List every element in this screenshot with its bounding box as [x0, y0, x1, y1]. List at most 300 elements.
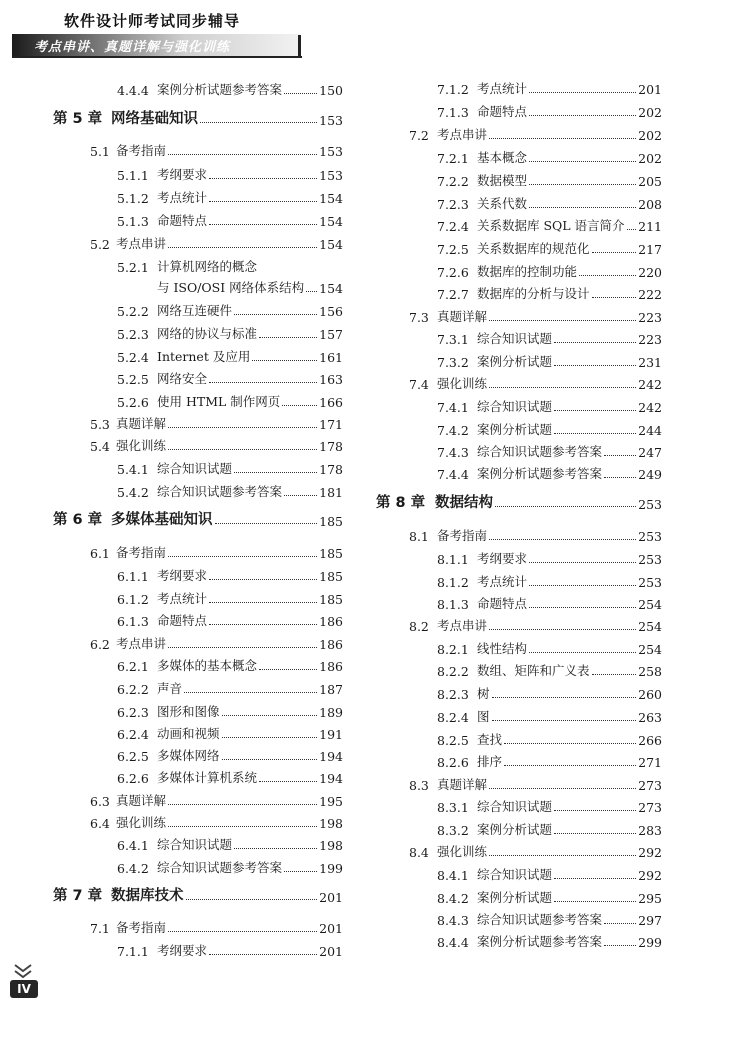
toc-entry-page: 208	[638, 197, 662, 212]
toc-entry-page: 244	[638, 423, 662, 438]
toc-entry-page: 258	[638, 664, 662, 679]
toc-entry-title: 线性结构	[477, 641, 528, 656]
toc-entry	[437, 795, 662, 815]
toc-leader-dots	[554, 433, 636, 434]
toc-entry-page: 199	[319, 861, 343, 876]
toc-leader-dots	[604, 477, 636, 478]
toc-entry-title: 图	[477, 709, 490, 724]
toc-entry-title: 案例分析试题参考答案	[157, 82, 283, 97]
toc-leader-dots	[168, 247, 317, 248]
toc-entry	[409, 524, 662, 544]
toc-entry	[437, 750, 662, 770]
toc-leader-dots	[209, 624, 317, 625]
toc-entry-page: 253	[638, 552, 662, 567]
toc-entry-title: 数组、矩阵和广义表	[477, 663, 590, 678]
toc-entry-title: 考点串讲	[437, 127, 488, 142]
toc-chapter-entry	[376, 488, 662, 512]
toc-entry-page: 202	[638, 151, 662, 166]
toc-entry	[90, 811, 343, 831]
toc-entry-title: Internet 及应用	[157, 349, 251, 364]
toc-entry	[117, 209, 343, 229]
toc-entry-number: 8.4.3	[437, 913, 469, 928]
toc-entry-page: 297	[638, 913, 662, 928]
toc-entry	[117, 587, 343, 607]
toc-entry-page: 201	[638, 82, 662, 97]
toc-leader-dots	[489, 320, 636, 321]
toc-leader-dots	[168, 449, 317, 450]
toc-entry-number: 6.2.3	[117, 705, 149, 720]
toc-entry-number: 8.2.4	[437, 710, 469, 725]
toc-entry-title: 综合知识试题参考答案	[157, 484, 283, 499]
toc-leader-dots	[222, 759, 318, 760]
toc-entry-title: 综合知识试题	[477, 799, 553, 814]
toc-leader-dots	[492, 720, 637, 721]
toc-entry-title: 动画和视频	[157, 726, 220, 741]
toc-leader-dots	[554, 365, 636, 366]
toc-entry-title: 树	[477, 686, 490, 701]
toc-entry-page: 205	[638, 174, 662, 189]
toc-leader-dots	[168, 826, 317, 827]
toc-entry-page: 157	[319, 327, 343, 342]
toc-entry-title: 综合知识试题	[477, 399, 553, 414]
toc-entry	[437, 462, 662, 482]
toc-entry-number: 8.1.2	[437, 575, 469, 590]
toc-entry-title: 关系数据库 SQL 语言简介	[477, 218, 625, 233]
toc-entry-page: 202	[638, 128, 662, 143]
toc-entry-title: 案例分析试题参考答案	[477, 466, 603, 481]
toc-entry-title: 强化训练	[437, 844, 488, 859]
toc-entry-page: 202	[638, 105, 662, 120]
toc-entry-number: 8.4.2	[437, 891, 469, 906]
toc-entry-page: 223	[638, 310, 662, 325]
toc-leader-dots	[495, 506, 636, 507]
toc-entry-title: 真题详解	[116, 416, 167, 431]
toc-entry-page: 185	[319, 569, 343, 584]
toc-entry	[409, 773, 662, 793]
toc-entry-number: 7.2.2	[437, 174, 469, 189]
toc-entry-title: 多媒体基础知识	[111, 512, 213, 528]
toc-entry-page: 242	[638, 400, 662, 415]
toc-entry-page: 178	[319, 439, 343, 454]
toc-entry-page: 295	[638, 891, 662, 906]
toc-entry-title: 综合知识试题	[157, 837, 233, 852]
toc-entry-number: 5.1.3	[117, 214, 149, 229]
page-number-badge: IV	[10, 980, 38, 998]
toc-entry	[437, 350, 662, 370]
toc-entry-page: 201	[319, 944, 343, 959]
toc-entry	[117, 480, 343, 500]
toc-entry-number: 第 8 章	[376, 495, 426, 511]
toc-leader-dots	[579, 275, 636, 276]
toc-entry	[117, 390, 343, 410]
toc-leader-dots	[186, 899, 318, 900]
toc-entry-number: 6.4.1	[117, 838, 149, 853]
toc-leader-dots	[184, 692, 317, 693]
toc-leader-dots	[209, 954, 317, 955]
toc-entry-number: 7.1.1	[117, 944, 149, 959]
toc-leader-dots	[209, 382, 317, 383]
toc-entry	[117, 78, 343, 98]
toc-entry-title: 多媒体计算机系统	[157, 770, 258, 785]
toc-leader-dots	[554, 878, 636, 879]
toc-entry-number: 8.2.5	[437, 733, 469, 748]
toc-entry-title: 排序	[477, 754, 503, 769]
toc-leader-dots	[259, 669, 317, 670]
toc-entry	[437, 100, 662, 120]
toc-entry	[117, 654, 343, 674]
toc-entry-number: 6.4.2	[117, 861, 149, 876]
toc-leader-dots	[489, 788, 636, 789]
toc-entry-title: 考点统计	[477, 574, 528, 589]
toc-entry-page: 292	[638, 868, 662, 883]
toc-entry	[157, 276, 343, 296]
toc-entry-title: 综合知识试题参考答案	[477, 444, 603, 459]
toc-entry-page: 247	[638, 445, 662, 460]
subtitle-band	[12, 34, 300, 58]
toc-entry	[117, 700, 343, 720]
toc-entry-number: 8.1.3	[437, 597, 469, 612]
toc-entry-page: 217	[638, 242, 662, 257]
toc-leader-dots	[168, 556, 317, 557]
toc-entry-page: 249	[638, 467, 662, 482]
toc-entry-page: 166	[319, 395, 343, 410]
toc-entry	[409, 614, 662, 634]
toc-entry-number: 6.2.5	[117, 749, 149, 764]
toc-entry	[117, 609, 343, 629]
toc-entry-title: 基本概念	[477, 150, 528, 165]
toc-leader-dots	[504, 765, 636, 766]
toc-entry-page: 222	[638, 287, 662, 302]
toc-entry-number: 7.2	[409, 128, 429, 143]
toc-entry-title: 备考指南	[116, 143, 167, 158]
toc-entry-page: 194	[319, 749, 343, 764]
toc-entry-page: 231	[638, 355, 662, 370]
toc-entry-number: 8.2.2	[437, 664, 469, 679]
toc-entry	[117, 744, 343, 764]
toc-entry-number: 5.2.3	[117, 327, 149, 342]
toc-entry-page: 185	[319, 546, 343, 561]
toc-entry-title: 考纲要求	[477, 551, 528, 566]
toc-entry	[437, 930, 662, 950]
toc-entry	[409, 123, 662, 143]
toc-entry-title: 数据模型	[477, 173, 528, 188]
toc-entry-number: 6.2.6	[117, 771, 149, 786]
toc-leader-dots	[604, 945, 636, 946]
toc-entry-title: 综合知识试题	[477, 331, 553, 346]
toc-entry	[437, 192, 662, 212]
toc-entry-number: 5.1.2	[117, 191, 149, 206]
toc-entry-page: 273	[638, 778, 662, 793]
toc-chapter-entry	[53, 505, 343, 529]
toc-entry-title: 数据结构	[435, 495, 493, 511]
toc-entry-number: 6.2.4	[117, 727, 149, 742]
toc-leader-dots	[252, 360, 317, 361]
toc-entry-number: 8.4	[409, 845, 429, 860]
toc-entry-number: 7.3.2	[437, 355, 469, 370]
toc-entry	[117, 186, 343, 206]
toc-entry	[437, 728, 662, 748]
toc-leader-dots	[489, 629, 636, 630]
toc-entry-title: 备考指南	[116, 920, 167, 935]
toc-leader-dots	[209, 201, 317, 202]
toc-leader-dots	[489, 539, 636, 540]
subtitle-band-underline	[12, 56, 302, 58]
toc-entry-number: 8.2.3	[437, 687, 469, 702]
toc-entry-number: 第 7 章	[53, 888, 103, 904]
toc-leader-dots	[489, 387, 636, 388]
toc-entry-number: 8.3.2	[437, 823, 469, 838]
toc-entry-number: 8.3	[409, 778, 429, 793]
toc-entry-title: 案例分析试题	[477, 354, 553, 369]
toc-entry-number: 7.4.4	[437, 467, 469, 482]
toc-entry	[117, 833, 343, 853]
toc-entry	[117, 367, 343, 387]
toc-entry-title: 案例分析试题	[477, 822, 553, 837]
toc-entry-page: 156	[319, 304, 343, 319]
toc-entry-title: 真题详解	[437, 777, 488, 792]
toc-entry-page: 273	[638, 800, 662, 815]
toc-entry-number: 5.1.1	[117, 168, 149, 183]
toc-entry-number: 7.2.7	[437, 287, 469, 302]
toc-leader-dots	[215, 523, 318, 524]
toc-leader-dots	[168, 154, 317, 155]
toc-leader-dots	[529, 207, 636, 208]
toc-entry-title: 图形和图像	[157, 704, 220, 719]
toc-entry-title: 综合知识试题	[157, 461, 233, 476]
toc-entry	[437, 214, 662, 234]
toc-leader-dots	[489, 855, 636, 856]
toc-entry-title: 考点统计	[477, 81, 528, 96]
toc-entry-number: 7.4.3	[437, 445, 469, 460]
toc-leader-dots	[282, 405, 317, 406]
toc-entry-title: 网络的协议与标准	[157, 326, 258, 341]
toc-entry-number: 8.2.6	[437, 755, 469, 770]
toc-entry-number: 7.4.2	[437, 423, 469, 438]
toc-entry-page: 223	[638, 332, 662, 347]
toc-entry-number: 6.1.3	[117, 614, 149, 629]
toc-entry-page: 211	[638, 219, 662, 234]
toc-entry	[437, 863, 662, 883]
toc-entry-page: 153	[319, 144, 343, 159]
toc-entry	[117, 564, 343, 584]
toc-leader-dots	[284, 495, 317, 496]
toc-entry-title: 多媒体网络	[157, 748, 220, 763]
toc-entry-page: 253	[638, 575, 662, 590]
toc-entry-number: 8.4.4	[437, 935, 469, 950]
toc-entry-page: 253	[638, 497, 662, 512]
toc-entry	[117, 322, 343, 342]
toc-entry-page: 242	[638, 377, 662, 392]
toc-entry	[117, 345, 343, 365]
toc-entry-page: 189	[319, 705, 343, 720]
toc-entry-number: 第 6 章	[53, 512, 103, 528]
toc-entry	[437, 570, 662, 590]
toc-entry-number: 7.2.1	[437, 151, 469, 166]
toc-entry-number: 5.2.2	[117, 304, 149, 319]
toc-entry-number: 5.3	[90, 417, 110, 432]
toc-entry	[90, 916, 343, 936]
toc-leader-dots	[504, 743, 636, 744]
toc-entry-number: 5.4.1	[117, 462, 149, 477]
toc-entry-number: 7.1.2	[437, 82, 469, 97]
toc-entry	[437, 886, 662, 906]
toc-entry-number: 7.3	[409, 310, 429, 325]
toc-entry	[409, 372, 662, 392]
toc-entry-page: 220	[638, 265, 662, 280]
toc-entry	[437, 77, 662, 97]
toc-entry-title: 真题详解	[116, 793, 167, 808]
toc-entry	[437, 327, 662, 347]
toc-entry-title: 命题特点	[477, 104, 528, 119]
toc-entry-title: 数据库技术	[111, 888, 184, 904]
toc-entry	[437, 418, 662, 438]
toc-chapter-entry	[53, 881, 343, 905]
toc-entry-title: 考点串讲	[437, 618, 488, 633]
toc-entry-number: 7.1	[90, 921, 110, 936]
toc-entry-number: 7.4.1	[437, 400, 469, 415]
toc-entry-title: 使用 HTML 制作网页	[157, 394, 281, 409]
toc-entry-page: 163	[319, 372, 343, 387]
toc-entry	[117, 255, 343, 275]
toc-entry-page: 171	[319, 417, 343, 432]
toc-entry-number: 8.2.1	[437, 642, 469, 657]
toc-entry-title: 考纲要求	[157, 167, 208, 182]
toc-entry-page: 198	[319, 816, 343, 831]
toc-entry	[117, 457, 343, 477]
toc-leader-dots	[168, 804, 317, 805]
toc-entry-page: 201	[319, 890, 343, 905]
toc-entry-title: 考点串讲	[116, 236, 167, 251]
toc-entry-number: 5.4.2	[117, 485, 149, 500]
toc-leader-dots	[489, 138, 636, 139]
toc-entry	[409, 305, 662, 325]
toc-entry-page: 201	[319, 921, 343, 936]
toc-entry-page: 254	[638, 619, 662, 634]
toc-entry-number: 4.4.4	[117, 83, 149, 98]
toc-leader-dots	[209, 579, 317, 580]
toc-entry	[90, 632, 343, 652]
toc-leader-dots	[234, 314, 317, 315]
toc-entry-page: 154	[319, 281, 343, 296]
toc-leader-dots	[529, 115, 636, 116]
toc-entry-number: 8.1	[409, 529, 429, 544]
toc-entry-number: 6.1.2	[117, 592, 149, 607]
toc-entry-page: 186	[319, 659, 343, 674]
toc-entry-title: 多媒体的基本概念	[157, 658, 258, 673]
toc-entry-page: 292	[638, 845, 662, 860]
toc-entry-title: 强化训练	[116, 438, 167, 453]
toc-leader-dots	[209, 224, 317, 225]
toc-leader-dots	[168, 647, 317, 648]
toc-leader-dots	[554, 901, 636, 902]
book-title: 软件设计师考试同步辅导	[64, 12, 241, 30]
toc-leader-dots	[529, 184, 636, 185]
toc-entry-title: 关系数据库的规范化	[477, 241, 590, 256]
toc-entry-title: 与 ISO/OSI 网络体系结构	[157, 280, 305, 295]
toc-entry-title: 考点统计	[157, 190, 208, 205]
toc-entry-title: 考点统计	[157, 591, 208, 606]
toc-entry-number: 5.2.4	[117, 350, 149, 365]
toc-chapter-entry	[53, 104, 343, 128]
toc-leader-dots	[529, 652, 636, 653]
toc-entry-page: 254	[638, 597, 662, 612]
subtitle-band-end-bar	[298, 35, 301, 57]
toc-entry	[437, 440, 662, 460]
toc-entry-page: 186	[319, 614, 343, 629]
toc-entry-number: 5.2	[90, 237, 110, 252]
toc-entry	[437, 705, 662, 725]
toc-entry-number: 6.2.2	[117, 682, 149, 697]
toc-entry-page: 266	[638, 733, 662, 748]
toc-entry	[90, 139, 343, 159]
toc-entry	[90, 789, 343, 809]
toc-entry	[117, 677, 343, 697]
toc-entry-title: 计算机网络的概念	[157, 259, 258, 274]
toc-entry-page: 186	[319, 637, 343, 652]
toc-entry	[437, 659, 662, 679]
toc-entry-title: 真题详解	[437, 309, 488, 324]
toc-entry-title: 案例分析试题参考答案	[477, 934, 603, 949]
toc-entry-title: 命题特点	[157, 613, 208, 628]
toc-leader-dots	[604, 923, 636, 924]
toc-entry-number: 5.2.6	[117, 395, 149, 410]
toc-entry-number: 6.1	[90, 546, 110, 561]
toc-entry	[437, 682, 662, 702]
toc-leader-dots	[554, 810, 636, 811]
toc-entry-number: 6.3	[90, 794, 110, 809]
toc-entry-number: 8.2	[409, 619, 429, 634]
toc-entry	[90, 541, 343, 561]
toc-entry-page: 153	[319, 168, 343, 183]
toc-leader-dots	[529, 161, 636, 162]
toc-leader-dots	[284, 93, 317, 94]
toc-entry-page: 283	[638, 823, 662, 838]
toc-entry-page: 161	[319, 350, 343, 365]
toc-entry-title: 考点串讲	[116, 636, 167, 651]
toc-entry-title: 综合知识试题参考答案	[477, 912, 603, 927]
toc-entry-title: 网络安全	[157, 371, 208, 386]
toc-entry	[437, 637, 662, 657]
toc-entry-page: 271	[638, 755, 662, 770]
toc-entry-title: 考纲要求	[157, 568, 208, 583]
toc-entry-title: 查找	[477, 732, 503, 747]
toc-leader-dots	[306, 291, 317, 292]
toc-leader-dots	[529, 585, 636, 586]
toc-entry	[90, 412, 343, 432]
toc-entry	[117, 856, 343, 876]
toc-entry-page: 154	[319, 214, 343, 229]
toc-entry-page: 187	[319, 682, 343, 697]
toc-leader-dots	[259, 781, 317, 782]
toc-entry-number: 8.4.1	[437, 868, 469, 883]
toc-entry-title: 强化训练	[116, 815, 167, 830]
toc-entry	[117, 299, 343, 319]
toc-entry-title: 命题特点	[157, 213, 208, 228]
toc-entry-title: 数据库的控制功能	[477, 264, 578, 279]
toc-entry	[117, 163, 343, 183]
toc-entry-number: 7.2.4	[437, 219, 469, 234]
toc-entry	[437, 395, 662, 415]
toc-entry-page: 185	[319, 592, 343, 607]
toc-entry-title: 备考指南	[116, 545, 167, 560]
toc-entry	[437, 260, 662, 280]
double-chevron-down-icon	[12, 963, 34, 979]
toc-entry-page: 154	[319, 191, 343, 206]
toc-entry-title: 强化训练	[437, 376, 488, 391]
toc-leader-dots	[627, 229, 637, 230]
toc-entry-title: 网络基础知识	[111, 111, 198, 127]
toc-entry	[437, 547, 662, 567]
